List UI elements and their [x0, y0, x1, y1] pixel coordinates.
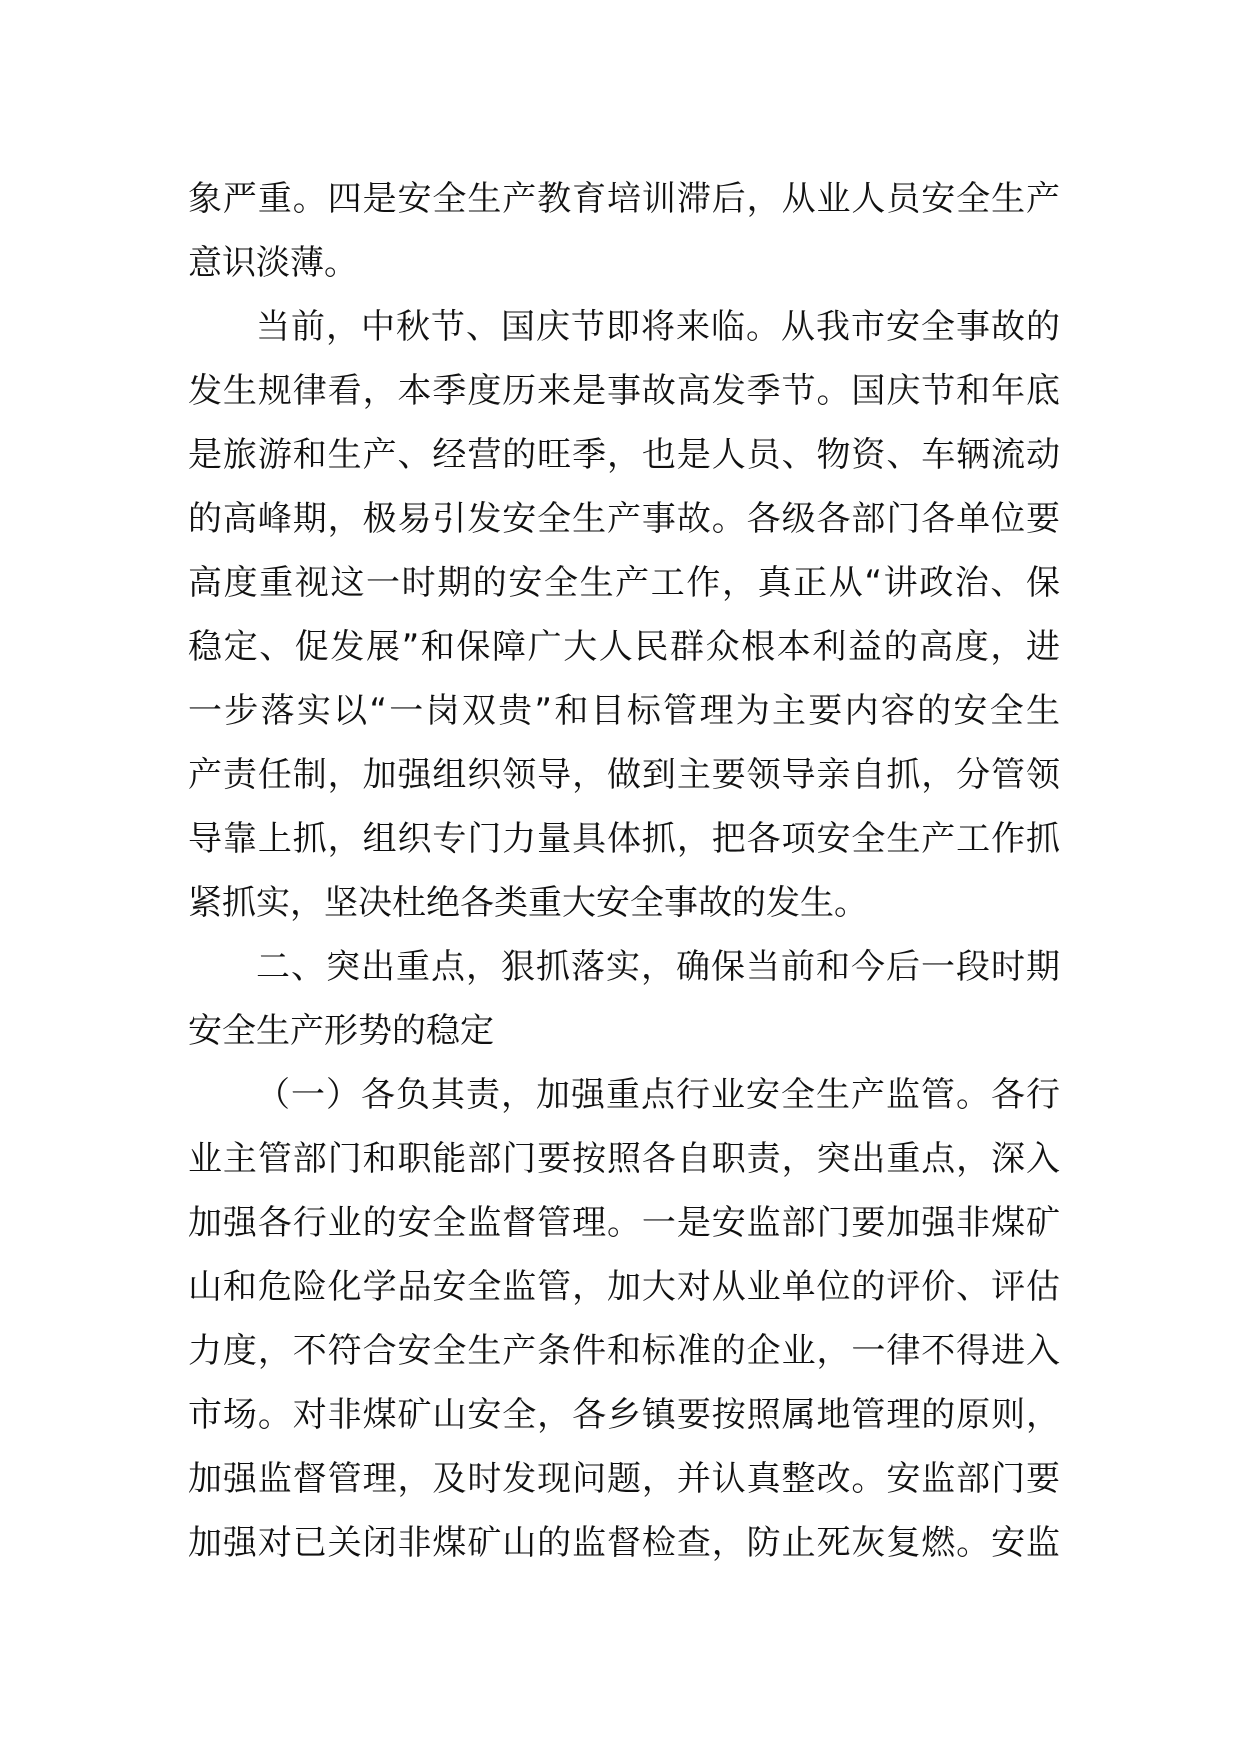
text-line: 山和危险化学品安全监管，加大对从业单位的评价、评估 [188, 1267, 1060, 1307]
text-line: 意识淡薄。 [188, 243, 358, 283]
text-line: 业主管部门和职能部门要按照各自职责，突出重点，深入 [188, 1139, 1060, 1179]
text-line: 加强监督管理，及时发现问题，并认真整改。安监部门要 [188, 1459, 1060, 1499]
text-line: 产责任制，加强组织领导，做到主要领导亲自抓，分管领 [188, 755, 1060, 795]
text-line: 是旅游和生产、经营的旺季，也是人员、物资、车辆流动 [188, 435, 1060, 475]
section-heading-line: 二、突出重点，狠抓落实，确保当前和今后一段时期 [256, 947, 1060, 987]
text-line: 导靠上抓，组织专门力量具体抓，把各项安全生产工作抓 [188, 819, 1060, 859]
text-line: （一）各负其责，加强重点行业安全生产监管。各行 [256, 1075, 1060, 1115]
text-line: 象严重。四是安全生产教育培训滞后，从业人员安全生产 [188, 179, 1060, 219]
text-line: 当前，中秋节、国庆节即将来临。从我市安全事故的 [256, 307, 1060, 347]
text-line: 高度重视这一时期的安全生产工作，真正从“讲政治、保 [188, 563, 1060, 603]
text-line: 加强各行业的安全监督管理。一是安监部门要加强非煤矿 [188, 1203, 1060, 1243]
text-line: 力度，不符合安全生产条件和标准的企业，一律不得进入 [188, 1331, 1060, 1371]
section-heading-line: 安全生产形势的稳定 [188, 1011, 494, 1051]
text-line: 的高峰期，极易引发安全生产事故。各级各部门各单位要 [188, 499, 1060, 539]
text-line: 稳定、促发展”和保障广大人民群众根本利益的高度，进 [188, 627, 1060, 667]
text-line: 发生规律看，本季度历来是事故高发季节。国庆节和年底 [188, 371, 1060, 411]
text-line: 加强对已关闭非煤矿山的监督检查，防止死灰复燃。安监 [188, 1523, 1060, 1563]
text-line: 市场。对非煤矿山安全，各乡镇要按照属地管理的原则， [188, 1395, 1060, 1435]
text-line: 一步落实以“一岗双贵”和目标管理为主要内容的安全生 [188, 691, 1060, 731]
text-line: 紧抓实，坚决杜绝各类重大安全事故的发生。 [188, 883, 868, 923]
